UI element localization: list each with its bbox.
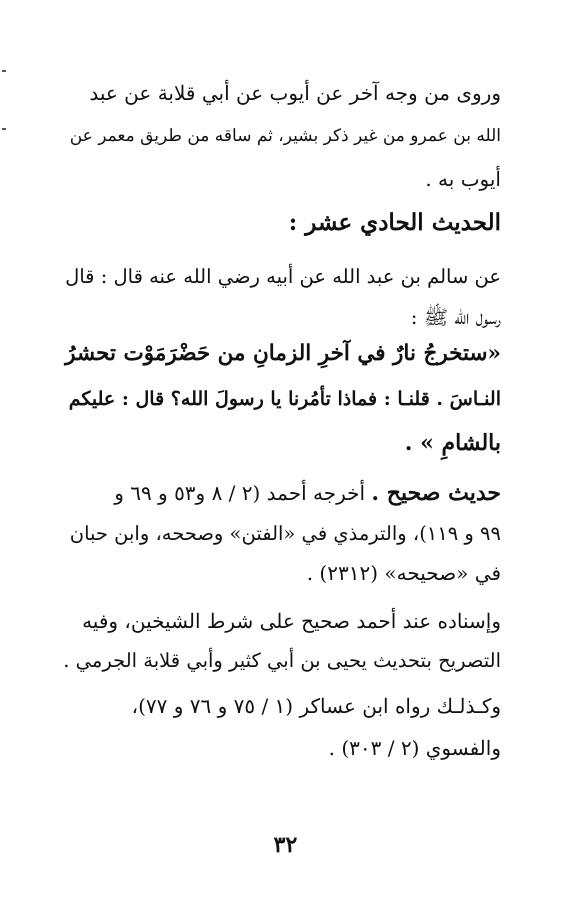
hadith-text-line-2: النـاسَ . قلنـا : فماذا تأمُرنا يا رسولَ الله؟ قال : عليكم — [68, 388, 501, 410]
paragraph-4-line-1: وإسناده عند أحمد صحيح على شرط الشيخين، وفيه — [82, 609, 501, 633]
page-number: ٣٢ — [273, 832, 298, 858]
paragraph-3-line-3: في «صحيحه» (٢٣١٢) . — [306, 561, 501, 585]
hadith-text-line-3: بالشامِ » . — [404, 430, 501, 456]
paragraph-1-line-2: الله بن عمرو من غير ذكر بشير، ثم ساقه من طريق معمر عن — [69, 126, 501, 146]
paragraph-3-line-1 — [114, 478, 501, 508]
paragraph-4-line-2: التصريح بتحديث يحيى بن أبي كثير وأبي قلابة الجرمي . — [63, 649, 501, 672]
paragraph-5-line-1: وكـذلـك رواه ابن عساكر (١ / ٧٥ و ٧٦ و ٧٧)، — [131, 694, 501, 718]
paragraph-3-line-2: ٩٩ و ١١٩)، والترمذي في «الفتن» وصححه، وابن حبان — [69, 522, 501, 545]
paragraph-2-line-1: عن سالم بن عبد الله عن أبيه رضي الله عنه قال : قال — [65, 265, 501, 288]
grading-label: حديث صحيح . — [371, 480, 501, 506]
hadith-heading: الحديث الحادي عشر : — [288, 209, 501, 236]
paragraph-1-line-1: ورو‌ى من وجه آخر عن أيوب عن أبي قلابة عن عبد — [89, 81, 501, 105]
hadith-text-line-1: «ستخرجُ نارٌ في آخرِ الزمانِ من حَضْرَمَوْت تحشرُ — [65, 341, 501, 366]
scan-edge-mark — [2, 128, 6, 130]
paragraph-2-line-2: رسول الله ﷺ : — [410, 305, 501, 329]
paragraph-1-line-3: أيوب به . — [425, 167, 501, 191]
scan-edge-mark — [2, 70, 6, 72]
paragraph-5-line-2: والفسوي (٢ / ٣٠٣) . — [328, 736, 501, 760]
paragraph-3-line-1-rest: أخرجه أحمد (٢ / ٨ و٥٣ و ٦٩ و — [114, 481, 372, 505]
